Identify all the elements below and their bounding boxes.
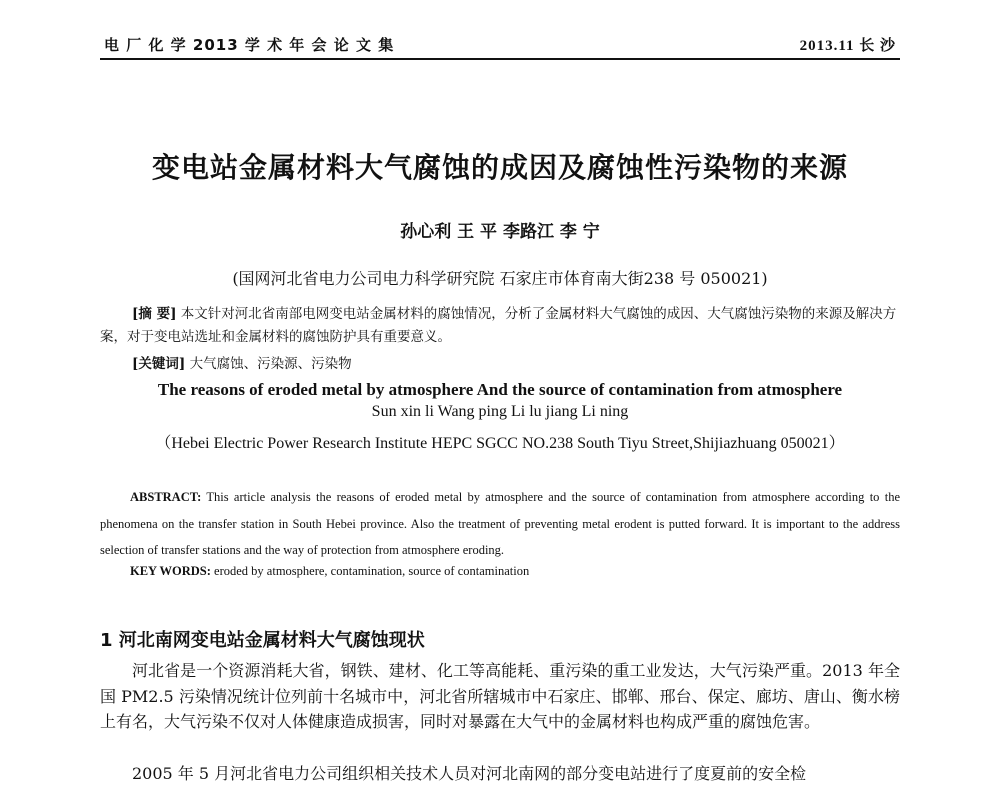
keywords-text-cn: 大气腐蚀、污染源、污染物: [185, 356, 352, 372]
keywords-label-en: KEY WORDS:: [130, 564, 211, 578]
abstract-text-en: This article analysis the reasons of eroded metal by atmosphere and the source of contamination from atmosphere according to the phenomena on the transfer station in South Hebei province. Also the treatment of preventing metal erodent is putted forward. It is important to the address selection of transfer stations and the way of protection from atmosphere eroding.: [100, 490, 900, 557]
keywords-en: [130, 564, 529, 579]
paper-title-cn: 变电站金属材料大气腐蚀的成因及腐蚀性污染物的来源: [151, 151, 848, 184]
section-paragraph-2: 2005 年 5 月河北省电力公司组织相关技术人员对河北南网的部分变电站进行了度夏前的安全检: [132, 764, 807, 783]
abstract-cn: [100, 303, 900, 349]
authors-en: Sun xin li Wang ping Li lu jiang Li ning: [371, 403, 629, 420]
keywords-text-en: eroded by atmosphere, contamination, source of contamination: [210, 564, 530, 578]
keywords-label-cn: [关键词]: [132, 356, 186, 372]
authors-cn: 孙心利 王 平 李路江 李 宁: [400, 222, 600, 242]
section-heading: 1 河北南网变电站金属材料大气腐蚀现状: [100, 630, 425, 651]
keywords-cn: [132, 352, 352, 372]
header-rule: [100, 58, 900, 60]
abstract-label-en: ABSTRACT:: [130, 490, 202, 504]
running-header-left: 电 厂 化 学 2013 学 术 年 会 论 文 集: [104, 36, 395, 54]
abstract-en: [100, 484, 900, 564]
paper-title-en: The reasons of eroded metal by atmosphere And the source of contamination from atmosphere: [157, 380, 843, 399]
affiliation-en: （Hebei Electric Power Research Institute HEPC SGCC NO.238 South Tiyu Street,Shijiazhuang 050021）: [155, 435, 845, 452]
affiliation-cn: (国网河北省电力公司电力科学研究院 石家庄市体育南大街238 号 050021): [232, 269, 768, 288]
abstract-label-cn: [摘 要]: [132, 306, 177, 322]
section-paragraph-1: 河北省是一个资源消耗大省，钢铁、建材、化工等高能耗、重污染的重工业发达，大气污染严重。2013 年全国 PM2.5 污染情况统计位列前十名城市中，河北省所辖城市中石家庄、邯郸、邢台、保定、廊坊、唐山、衡水榜上有名，大气污染不仅对人体健康造成损害，同时对暴露在大气中的金属材料也构成严重的腐蚀危害。: [100, 661, 900, 731]
running-header-right: 2013.11 长 沙: [799, 38, 896, 54]
abstract-text-cn: 本文针对河北省南部电网变电站金属材料的腐蚀情况，分析了金属材料大气腐蚀的成因、大气腐蚀污染物的来源及解决方案，对于变电站选址和金属材料的腐蚀防护具有重要意义。: [100, 306, 897, 345]
